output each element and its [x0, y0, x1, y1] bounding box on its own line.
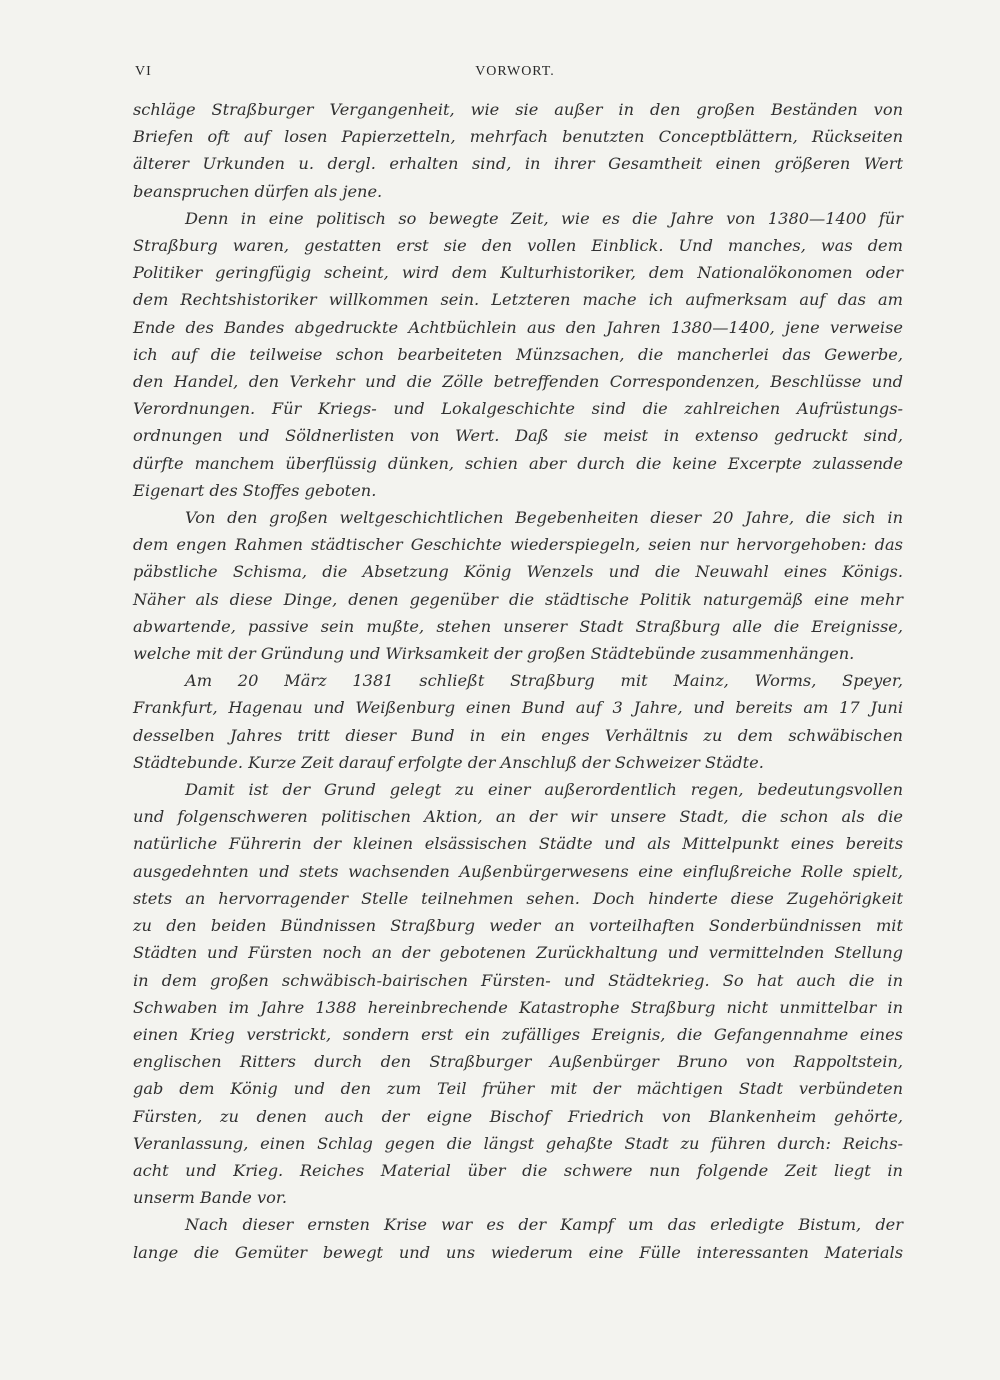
text-line: Briefen oft auf losen Papierzetteln, mehrfach benutzten Conceptblättern, Rückseiten — [133, 127, 903, 147]
text-line: Damit ist der Grund gelegt zu einer außerordentlich regen, bedeutungsvollen — [185, 780, 903, 800]
text-line: Verordnungen. Für Kriegs- und Lokalgeschichte sind die zahlreichen Aufrüstungs- — [133, 399, 903, 419]
text-line: englischen Ritters durch den Straßburger Außenbürger Bruno von Rappoltstein, — [133, 1052, 903, 1072]
text-line: ausgedehnten und stets wachsenden Außenbürgerwesens eine einflußreiche Rolle spielt, — [133, 861, 903, 881]
text-line: dürfte manchem überflüssig dünken, schien aber durch die keine Excerpte zulassende — [133, 453, 903, 473]
running-head: VORWORT. — [475, 64, 555, 79]
text-line: Straßburg waren, gestatten erst sie den vollen Einblick. Und manches, was dem — [133, 236, 903, 256]
text-line: Veranlassung, einen Schlag gegen die längst gehaßte Stadt zu führen durch: Reichs- — [133, 1133, 903, 1153]
page-number: VI — [135, 64, 152, 79]
text-line: welche mit der Gründung und Wirksamkeit der großen Städtebünde zusammenhängen. — [133, 644, 855, 664]
text-line: Ende des Bandes abgedruckte Achtbüchlein aus den Jahren 1380—1400, jene verweise — [133, 317, 903, 337]
text-line: Schwaben im Jahre 1388 hereinbrechende Katastrophe Straßburg nicht unmittelbar in — [133, 997, 903, 1017]
text-line: dem Rechtshistoriker willkommen sein. Letzteren mache ich aufmerksam auf das am — [133, 290, 903, 310]
text-line: Von den großen weltgeschichtlichen Begebenheiten dieser 20 Jahre, die sich in — [185, 508, 903, 528]
text-line: desselben Jahres tritt dieser Bund in ein enges Verhältnis zu dem schwäbischen — [133, 725, 903, 745]
text-line: stets an hervorragender Stelle teilnehmen sehen. Doch hinderte diese Zugehörigkeit — [133, 888, 903, 908]
body-text — [133, 96, 903, 1266]
text-line: dem engen Rahmen städtischer Geschichte wiederspiegeln, seien nur hervorgehoben: das — [133, 535, 903, 555]
text-line: Denn in eine politisch so bewegte Zeit, wie es die Jahre von 1380—1400 für — [185, 208, 903, 228]
text-line: Am 20 März 1381 schließt Straßburg mit Mainz, Worms, Speyer, — [185, 671, 903, 691]
text-line: Näher als diese Dinge, denen gegenüber die städtische Politik naturgemäß eine mehr — [133, 589, 903, 609]
text-line: ordnungen und Söldnerlisten von Wert. Daß sie meist in extenso gedruckt sind, — [133, 426, 903, 446]
text-line: natürliche Führerin der kleinen elsässischen Städte und als Mittelpunkt eines bereits — [133, 834, 903, 854]
text-line: Nach dieser ernsten Krise war es der Kampf um das erledigte Bistum, der — [185, 1215, 903, 1235]
text-line: zu den beiden Bündnissen Straßburg weder an vorteilhaften Sonderbündnissen mit — [133, 916, 903, 936]
text-line: Eigenart des Stoffes geboten. — [133, 480, 377, 500]
text-line: Städtebunde. Kurze Zeit darauf erfolgte der Anschluß der Schweizer Städte. — [133, 752, 764, 772]
text-line: schläge Straßburger Vergangenheit, wie sie außer in den großen Beständen von — [133, 100, 903, 119]
text-line: Politiker geringfügig scheint, wird dem Kulturhistoriker, dem Nationalökonomen oder — [133, 263, 903, 283]
text-line: in dem großen schwäbisch-bairischen Fürsten- und Städtekrieg. So hat auch die in — [133, 970, 903, 990]
text-line: den Handel, den Verkehr und die Zölle betreffenden Correspondenzen, Beschlüsse und — [133, 372, 903, 392]
text-line: acht und Krieg. Reiches Material über die schwere nun folgende Zeit liegt in — [133, 1160, 903, 1180]
text-line: einen Krieg verstrickt, sondern erst ein zufälliges Ereignis, die Gefangennahme eines — [133, 1024, 903, 1044]
text-line: unserm Bande vor. — [133, 1188, 288, 1208]
text-line: und folgenschweren politischen Aktion, an der wir unsere Stadt, die schon als die — [133, 807, 903, 827]
text-line: gab dem König und den zum Teil früher mit der mächtigen Stadt verbündeten — [133, 1079, 903, 1099]
page-header — [135, 64, 895, 86]
text-line: Frankfurt, Hagenau und Weißenburg einen Bund auf 3 Jahre, und bereits am 17 Juni — [133, 698, 903, 718]
text-line: älterer Urkunden u. dergl. erhalten sind, in ihrer Gesamtheit einen größeren Wert — [133, 154, 903, 174]
text-line: ich auf die teilweise schon bearbeiteten Münzsachen, die mancherlei das Gewerbe, — [133, 344, 903, 364]
text-line: Fürsten, zu denen auch der eigne Bischof Friedrich von Blankenheim gehörte, — [133, 1106, 903, 1126]
text-line: lange die Gemüter bewegt und uns wiederum eine Fülle interessanten Materials — [133, 1242, 903, 1262]
text-line: Städten und Fürsten noch an der gebotenen Zurückhaltung und vermittelnden Stellung — [133, 943, 903, 963]
text-line: päbstliche Schisma, die Absetzung König Wenzels und die Neuwahl eines Königs. — [133, 562, 903, 582]
text-line: abwartende, passive sein mußte, stehen unserer Stadt Straßburg alle die Ereignisse, — [133, 616, 903, 636]
text-line: beanspruchen dürfen als jene. — [133, 181, 383, 201]
